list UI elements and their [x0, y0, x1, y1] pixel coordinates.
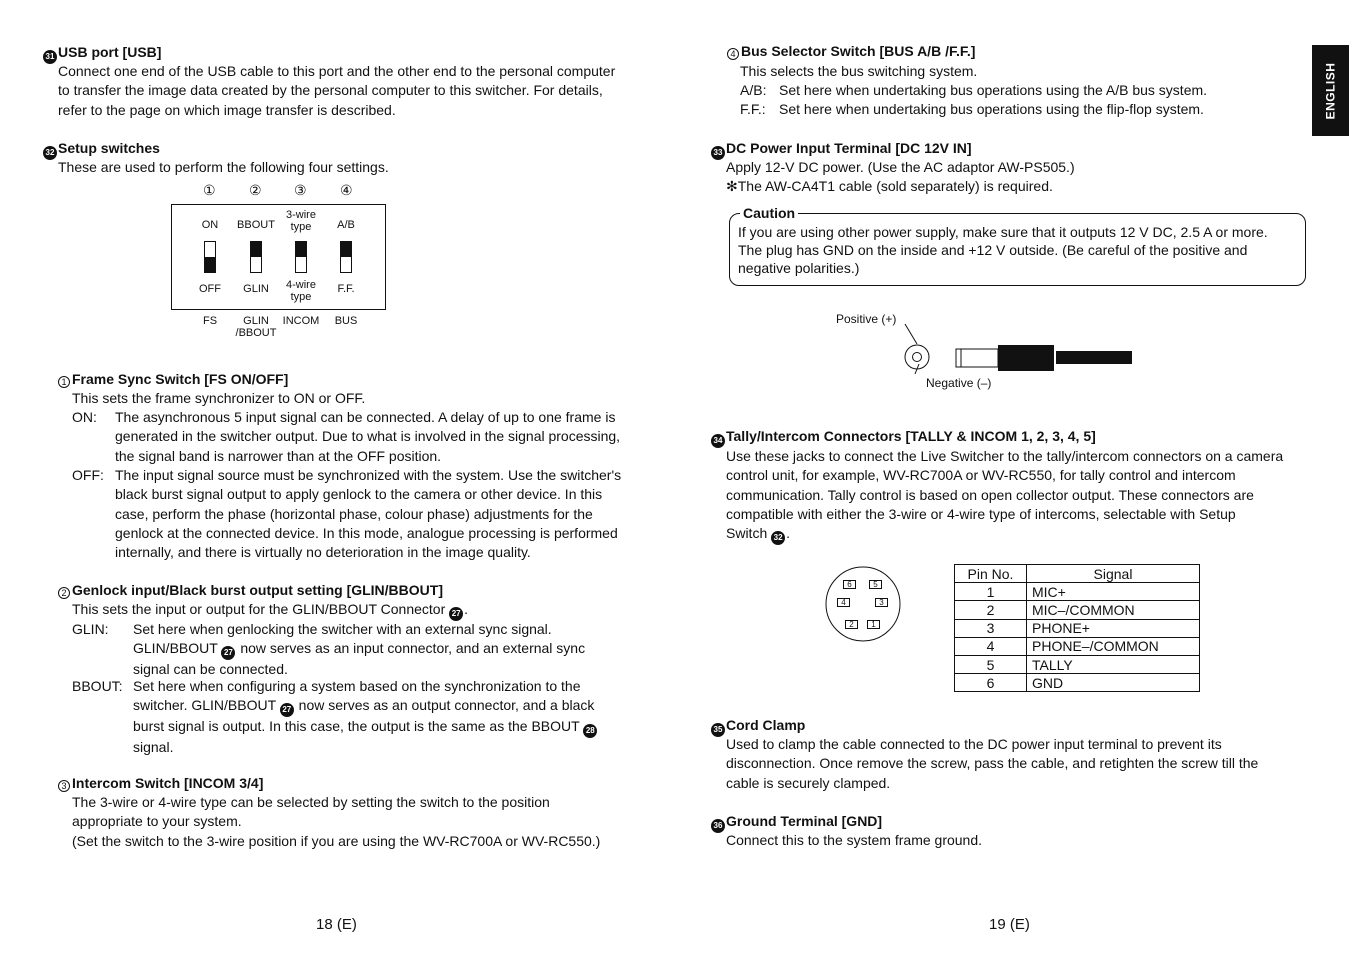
tally-line: compatible with either the 3-wire or 4-wire type of intercoms, selectable with Setup [726, 505, 1236, 522]
language-tab-label: ENGLISH [1322, 62, 1337, 119]
switch-name-label: INCOM [282, 315, 320, 327]
negative-label: Negative (–) [926, 376, 992, 390]
dip-switch-fs[interactable] [204, 241, 216, 273]
switch-bottom-label: OFF [199, 283, 221, 295]
connector-pin: 2 [845, 620, 858, 629]
dc-heading [711, 139, 972, 160]
incom-line: The 3-wire or 4-wire type can be selected by setting the switch to the position [72, 794, 550, 810]
fs-on-term: ON: [72, 409, 97, 425]
incom-heading [58, 774, 263, 793]
gnd-title: Ground Terminal [GND] [726, 813, 883, 829]
signal-cell: GND [1027, 674, 1200, 692]
cord-title: Cord Clamp [726, 717, 806, 733]
item-number-badge: 27 [221, 646, 235, 660]
cord-line: disconnection. Once remove the screw, pass the cable, and retighten the screw till the [726, 755, 1259, 772]
setup-title: Setup switches [58, 140, 160, 156]
fs-on-line: The asynchronous 5 input signal can be connected. A delay of up to one frame is [115, 409, 616, 425]
sub-number-badge: 1 [58, 376, 70, 388]
glin-line-part: GLIN/BBOUT [133, 640, 222, 657]
gnd-body [726, 831, 982, 850]
incom-line: appropriate to your system. [72, 813, 242, 830]
tally-line: control unit, for example, WV-RC700A or WV-RC550, for tally control and intercom [726, 467, 1236, 484]
pin-table-header [955, 565, 1200, 583]
pin-cell: 4 [955, 637, 1027, 655]
bus-ff-term: F.F.: [740, 101, 766, 117]
gnd-line: Connect this to the system frame ground. [726, 832, 983, 848]
connector-pin: 5 [869, 580, 882, 589]
tally-line [726, 524, 1283, 545]
fs-on-line: the signal band is narrower than at the OFF position. [115, 447, 442, 464]
signal-cell: MIC+ [1027, 583, 1200, 601]
signal-cell: TALLY [1027, 655, 1200, 673]
pin-header: Pin No. [955, 565, 1027, 583]
table-row [955, 674, 1200, 692]
usb-heading [43, 43, 161, 64]
signal-cell: PHONE–/COMMON [1027, 637, 1200, 655]
bbout-line: Set here when configuring a system based on the synchronization to the [133, 678, 581, 694]
sub-number-badge: 4 [727, 48, 739, 60]
cord-body [726, 735, 1258, 793]
fs-off-line: black burst signal output to apply genlock to the camera or other device. In this [115, 486, 603, 503]
cord-line: Used to clamp the cable connected to the DC power input terminal to prevent its [726, 736, 1222, 752]
item-number-badge: 34 [711, 434, 725, 448]
fs-off-line: genlock at the connected device. In this mode, analogue processing is performed [115, 524, 618, 541]
bus-heading [727, 42, 975, 61]
usb-line: Connect one end of the USB cable to this port and the other end to the personal computer [58, 63, 616, 79]
table-row [955, 619, 1200, 637]
switch-top-label: ON [201, 219, 219, 231]
pin-cell: 6 [955, 674, 1027, 692]
glin-term: GLIN: [72, 621, 109, 637]
item-number-badge: 36 [711, 819, 725, 833]
item-number-badge: 35 [711, 723, 725, 737]
incom-line: (Set the switch to the 3-wire position if you are using the WV-RC700A or WV-RC550.) [72, 832, 601, 849]
switch-number: ① [203, 182, 216, 198]
fs-off-term: OFF: [72, 467, 104, 483]
bus-title: Bus Selector Switch [BUS A/B /F.F.] [741, 43, 976, 59]
pin-cell: 5 [955, 655, 1027, 673]
switch-number: ③ [294, 182, 307, 198]
cord-line: cable is securely clamped. [726, 774, 891, 791]
connector-pin: 4 [837, 598, 850, 607]
switch-top-label: 3-wire type [286, 209, 316, 233]
sub-number-badge: 2 [58, 587, 70, 599]
dc-plug-icon [895, 320, 1140, 380]
tally-line-part: . [786, 525, 791, 542]
table-row [955, 637, 1200, 655]
signal-cell: MIC–/COMMON [1027, 601, 1200, 619]
pin-cell: 3 [955, 619, 1027, 637]
fs-heading [58, 370, 288, 389]
glin-intro [72, 600, 468, 621]
signal-cell: PHONE+ [1027, 619, 1200, 637]
fs-intro [72, 389, 365, 408]
fs-intro-text: This sets the frame synchronizer to ON or OFF. [72, 390, 366, 406]
bbout-line [133, 696, 598, 717]
item-number-badge: 31 [43, 50, 57, 64]
tally-heading [711, 427, 1096, 448]
item-number-badge: 32 [43, 146, 57, 160]
bus-intro-text: This selects the bus switching system. [740, 63, 978, 79]
glin-heading [58, 581, 443, 600]
item-number-badge: 27 [449, 607, 463, 621]
switch-number: ② [249, 182, 262, 198]
glin-line: Set here when genlocking the switcher with an external sync signal. [133, 621, 552, 637]
glin-title: Genlock input/Black burst output setting [GLIN/BBOUT] [72, 582, 443, 598]
bbout-line [133, 717, 598, 738]
connector-pin: 1 [867, 620, 880, 629]
switch-name-label: GLIN /BBOUT [235, 315, 277, 339]
bus-ff-text: Set here when undertaking bus operations using the flip-flop system. [779, 101, 1204, 117]
pin-table [954, 564, 1200, 692]
fs-off-desc [115, 466, 621, 562]
incom-body [72, 793, 600, 851]
tally-body [726, 447, 1283, 545]
usb-title: USB port [USB] [58, 44, 162, 60]
bbout-desc [133, 677, 598, 758]
dc-body [726, 158, 1075, 197]
sub-number-badge: 3 [58, 780, 70, 792]
dip-switch-bus[interactable] [340, 241, 352, 273]
setup-heading [43, 139, 160, 160]
fs-off-line: The input signal source must be synchronized with the system. Use the switcher's [115, 467, 622, 483]
bbout-line-part: now serves as an output connector, and a black [294, 697, 595, 714]
switch-name-label: BUS [334, 315, 358, 327]
signal-header: Signal [1027, 565, 1200, 583]
pin-cell: 2 [955, 601, 1027, 619]
tally-title: Tally/Intercom Connectors [TALLY & INCOM 1, 2, 3, 4, 5] [726, 428, 1096, 444]
switch-bottom-label: 4-wire type [286, 279, 316, 303]
fs-off-line: internally, and there is virtually no deterioration in the image quality. [115, 544, 531, 561]
bus-ab-term: A/B: [740, 82, 767, 98]
caution-line: The plug has GND on the inside and +12 V outside. (Be careful of the positive and [738, 242, 1248, 258]
page-number: 18 (E) [316, 916, 357, 933]
switch-top-label: BBOUT [237, 219, 275, 231]
caution-line: If you are using other power supply, make sure that it outputs 12 V DC, 2.5 A or more. [738, 224, 1268, 240]
bbout-line-part: switcher. GLIN/BBOUT [133, 697, 280, 714]
bbout-line-part: burst signal is output. In this case, the output is the same as the BBOUT [133, 718, 584, 735]
glin-desc [133, 620, 585, 680]
cord-heading [711, 716, 805, 737]
incom-title: Intercom Switch [INCOM 3/4] [72, 775, 264, 791]
usb-line: refer to the page on which image transfer is described. [58, 101, 396, 118]
glin-line: signal can be connected. [133, 661, 288, 678]
table-row [955, 601, 1200, 619]
dc-line: Apply 12-V DC power. (Use the AC adaptor AW-PS505.) [726, 159, 1075, 175]
table-row [955, 655, 1200, 673]
switch-top-label: A/B [337, 219, 355, 231]
gnd-heading [711, 812, 882, 833]
connector-pin: 3 [875, 598, 888, 607]
positive-label: Positive (+) [836, 312, 897, 326]
setup-intro-text: These are used to perform the following four settings. [58, 159, 389, 175]
tally-line: communication. Tally control is based on open collector output. These connectors are [726, 486, 1254, 503]
usb-body [58, 62, 615, 120]
bbout-term: BBOUT: [72, 678, 123, 694]
connector-pin: 6 [843, 580, 856, 589]
language-tab [1312, 45, 1349, 136]
bbout-line: signal. [133, 739, 174, 756]
bus-ab-text: Set here when undertaking bus operations using the A/B bus system. [779, 82, 1208, 98]
tally-line-part: Switch [726, 525, 772, 542]
tally-line: Use these jacks to connect the Live Switcher to the tally/intercom connectors on a camera [726, 448, 1284, 464]
fs-off-line: case, perform the phase (horizontal phase, colour phase) adjustments for the [115, 505, 593, 522]
dip-switch-glin-bbout[interactable] [250, 241, 262, 273]
fs-on-line: generated in the switcher output. Due to what is involved in the signal processing, [115, 428, 621, 445]
glin-line-part: now serves as an input connector, and an external sync [236, 640, 586, 657]
glin-line [133, 639, 585, 660]
caution-title: Caution [740, 204, 798, 223]
pin-cell: 1 [955, 583, 1027, 601]
dc-line: ✻The AW-CA4T1 cable (sold separately) is required. [726, 178, 1053, 195]
dip-switch-incom[interactable] [295, 241, 307, 273]
fs-title: Frame Sync Switch [FS ON/OFF] [72, 371, 289, 387]
glin-intro-end: . [464, 601, 469, 617]
item-number-badge: 32 [771, 531, 785, 545]
setup-intro [58, 158, 389, 177]
caution-line: negative polarities.) [738, 260, 860, 276]
item-number-badge: 27 [280, 703, 294, 717]
switch-name-label: FS [202, 315, 218, 327]
switch-number: ④ [340, 182, 353, 198]
fs-on-desc [115, 408, 620, 466]
switch-bottom-label: F.F. [337, 283, 355, 295]
dc-title: DC Power Input Terminal [DC 12V IN] [726, 140, 972, 156]
glin-intro-text: This sets the input or output for the GLIN/BBOUT Connector [72, 601, 450, 617]
usb-line: to transfer the image data created by the personal computer to this switcher. For details, [58, 82, 603, 99]
item-number-badge: 28 [583, 724, 597, 738]
item-number-badge: 33 [711, 146, 725, 160]
caution-body [738, 223, 1268, 277]
switch-bottom-label: GLIN [243, 283, 269, 295]
bus-intro [740, 62, 977, 81]
table-row [955, 583, 1200, 601]
page-number: 19 (E) [989, 916, 1030, 933]
